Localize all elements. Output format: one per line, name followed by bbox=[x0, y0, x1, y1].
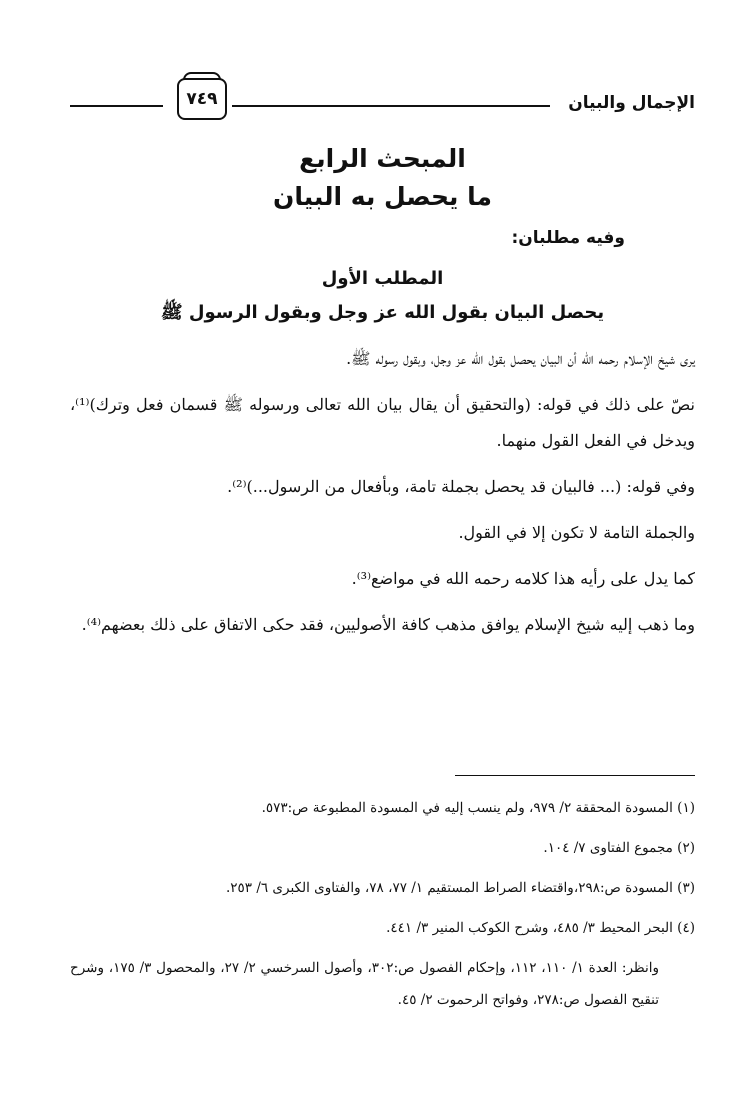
footnote-2: (٢) مجموع الفتاوى ٧/ ١٠٤. bbox=[543, 840, 695, 856]
footnote-separator bbox=[455, 775, 695, 776]
body-paragraph-1: يرى شيخ الإسلام رحمه الله أن البيان يحصل بقول الله عز وجل، وبقول رسوله ﷺ. bbox=[346, 349, 695, 368]
body-paragraph-2: نصّ على ذلك في قوله: (والتحقيق أن يقال بيان الله تعالى ورسوله ﷺ قسمان فعل وترك)⁽¹⁾، ويدخل في الفعل القول منهما. bbox=[70, 395, 695, 450]
header-rule-right bbox=[232, 105, 550, 107]
page-number: ٧٤٩ bbox=[186, 89, 218, 109]
matlab-label: المطلب الأول bbox=[321, 268, 444, 289]
section-title: ما يحصل به البيان bbox=[273, 182, 492, 211]
running-title: الإجمال والبيان bbox=[568, 93, 695, 113]
page-body bbox=[70, 130, 695, 653]
footnote-4-continued: وانظر: العدة ١/ ١١٠، ١١٢، وإحكام الفصول ص:٣٠٢، وأصول السرخسي ٢/ ٢٧، والمحصول ٣/ ١٧٥، وشرح تنقيح الفصول ص:٢٧٨، وفواتح الرحموت ٢/ ٤٥. bbox=[70, 960, 660, 1008]
body-paragraph-6: وما ذهب إليه شيخ الإسلام يوافق مذهب كافة الأصوليين، فقد حكى الاتفاق على ذلك بعضهم⁽⁴⁾. bbox=[81, 615, 695, 634]
intro-line: وفيه مطلبان: bbox=[511, 228, 625, 248]
matlab-title: يحصل البيان بقول الله عز وجل وبقول الرسول ﷺ bbox=[160, 302, 605, 323]
body-paragraph-3: وفي قوله: (... فالبيان قد يحصل بجملة تامة، وبأفعال من الرسول...)⁽²⁾. bbox=[227, 477, 695, 496]
page-header bbox=[70, 72, 695, 124]
footnote-4: (٤) البحر المحيط ٣/ ٤٨٥، وشرح الكوكب المنير ٣/ ٤٤١. bbox=[386, 920, 695, 936]
section-label: المبحث الرابع bbox=[299, 144, 466, 173]
page-number-box bbox=[177, 78, 227, 120]
footnote-1: (١) المسودة المحققة ٢/ ٩٧٩، ولم ينسب إليه في المسودة المطبوعة ص:٥٧٣. bbox=[261, 800, 695, 816]
header-rule-left bbox=[70, 105, 163, 107]
body-paragraph-4: والجملة التامة لا تكون إلا في القول. bbox=[458, 523, 695, 542]
footnotes bbox=[70, 775, 695, 1024]
footnote-3: (٣) المسودة ص:٢٩٨،واقتضاء الصراط المستقيم ١/ ٧٧، ٧٨، والفتاوى الكبرى ٦/ ٢٥٣. bbox=[225, 880, 695, 896]
body-paragraph-5: كما يدل على رأيه هذا كلامه رحمه الله في مواضع⁽³⁾. bbox=[351, 569, 695, 588]
